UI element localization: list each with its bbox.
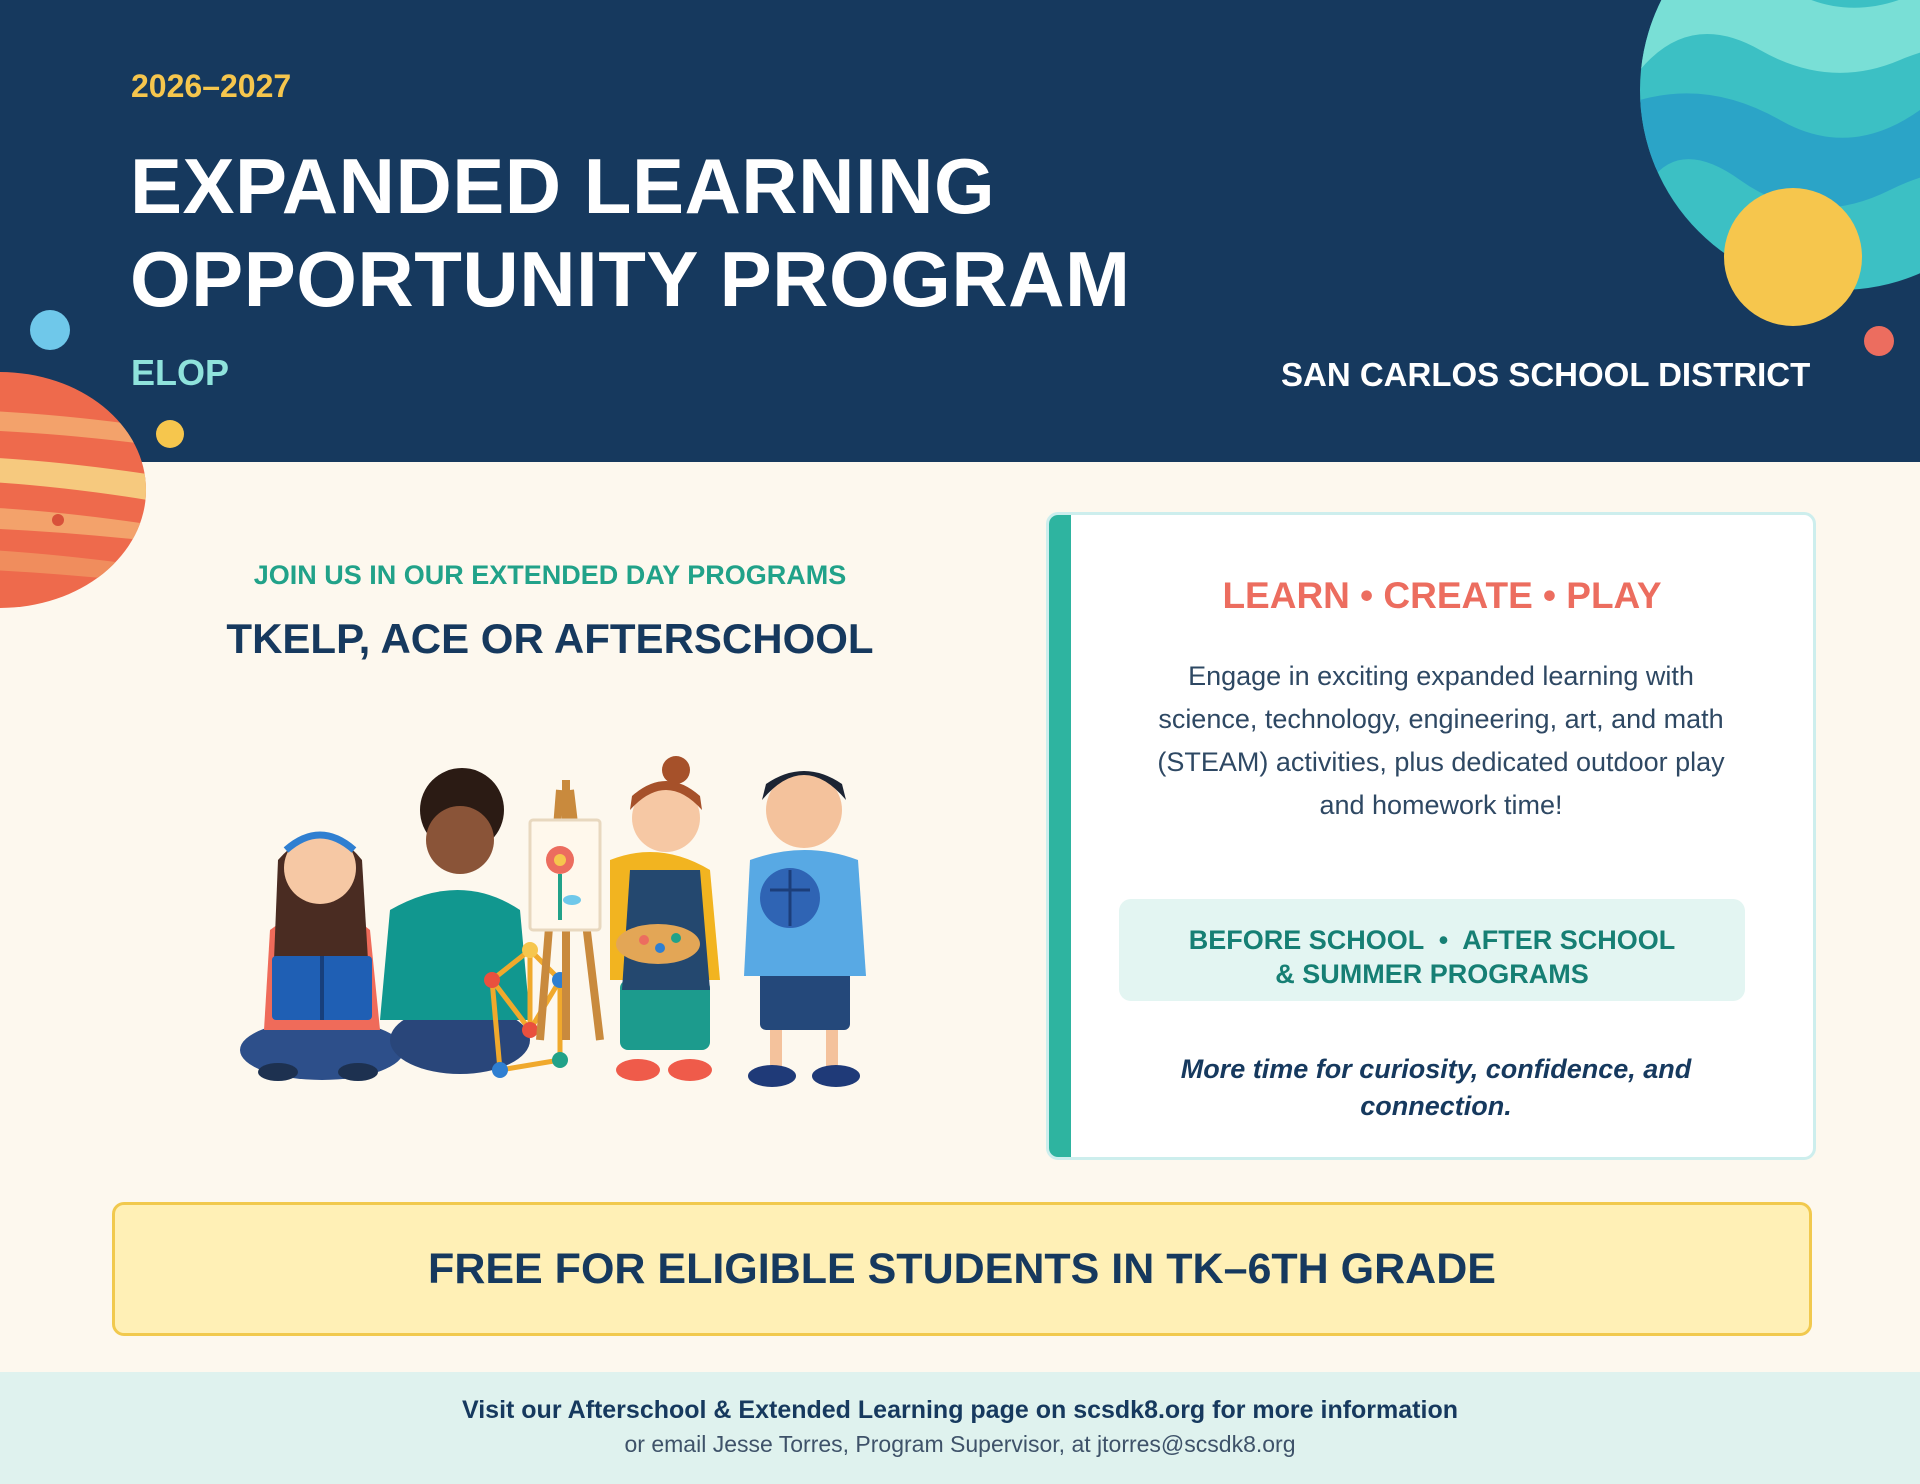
striped-planet-icon xyxy=(0,372,148,608)
easel-painting-figure xyxy=(530,780,600,1040)
footer-contact-text: or email Jesse Torres, Program Supervisor, at jtorres@scsdk8.org xyxy=(624,1431,1296,1457)
kids-illustration xyxy=(230,740,880,1100)
program-list: TKELP, ACE OR AFTERSCHOOL xyxy=(226,615,874,662)
footer-website-text: Visit our Afterschool & Extended Learning page on scsdk8.org for more information xyxy=(462,1396,1458,1424)
coral-dot-icon xyxy=(1864,326,1894,356)
card-accent-bar xyxy=(1049,515,1071,1157)
schedule-pill xyxy=(1119,899,1745,1001)
intro-kicker: JOIN US IN OUR EXTENDED DAY PROGRAMS xyxy=(253,560,847,590)
program-info-card xyxy=(1046,512,1816,1160)
header-banner xyxy=(0,0,1920,462)
title-line-1: EXPANDED LEARNING xyxy=(130,142,996,230)
page-title xyxy=(130,140,1130,326)
card-title: LEARN • CREATE • PLAY xyxy=(1222,575,1662,616)
yellow-moon-icon xyxy=(1724,188,1862,326)
program-acronym: ELOP xyxy=(131,352,230,393)
blue-dot-icon xyxy=(30,310,70,350)
footer xyxy=(0,1372,1920,1484)
boy-with-ball-figure xyxy=(744,771,866,1087)
schedule-line-1: BEFORE SCHOOL • AFTER SCHOOL xyxy=(1188,925,1676,955)
school-year: 2026–2027 xyxy=(131,68,292,104)
yellow-dot-icon xyxy=(156,420,184,448)
district-name: SAN CARLOS SCHOOL DISTRICT xyxy=(1281,356,1811,393)
card-description: Engage in exciting expanded learning with science, technology, engineering, art, and math (STEAM) activities, plus dedicated outdoor play and homework time! xyxy=(1157,661,1725,820)
title-line-2: OPPORTUNITY PROGRAM xyxy=(130,235,1131,323)
schedule-line-2: & SUMMER PROGRAMS xyxy=(1275,959,1589,989)
girl-reading-figure xyxy=(240,832,404,1081)
girl-painting-figure xyxy=(610,756,720,1081)
eligibility-banner: FREE FOR ELIGIBLE STUDENTS IN TK–6TH GRADE xyxy=(112,1202,1812,1336)
card-tagline: More time for curiosity, confidence, and connection. xyxy=(1180,1054,1692,1121)
intro-section xyxy=(160,560,940,663)
